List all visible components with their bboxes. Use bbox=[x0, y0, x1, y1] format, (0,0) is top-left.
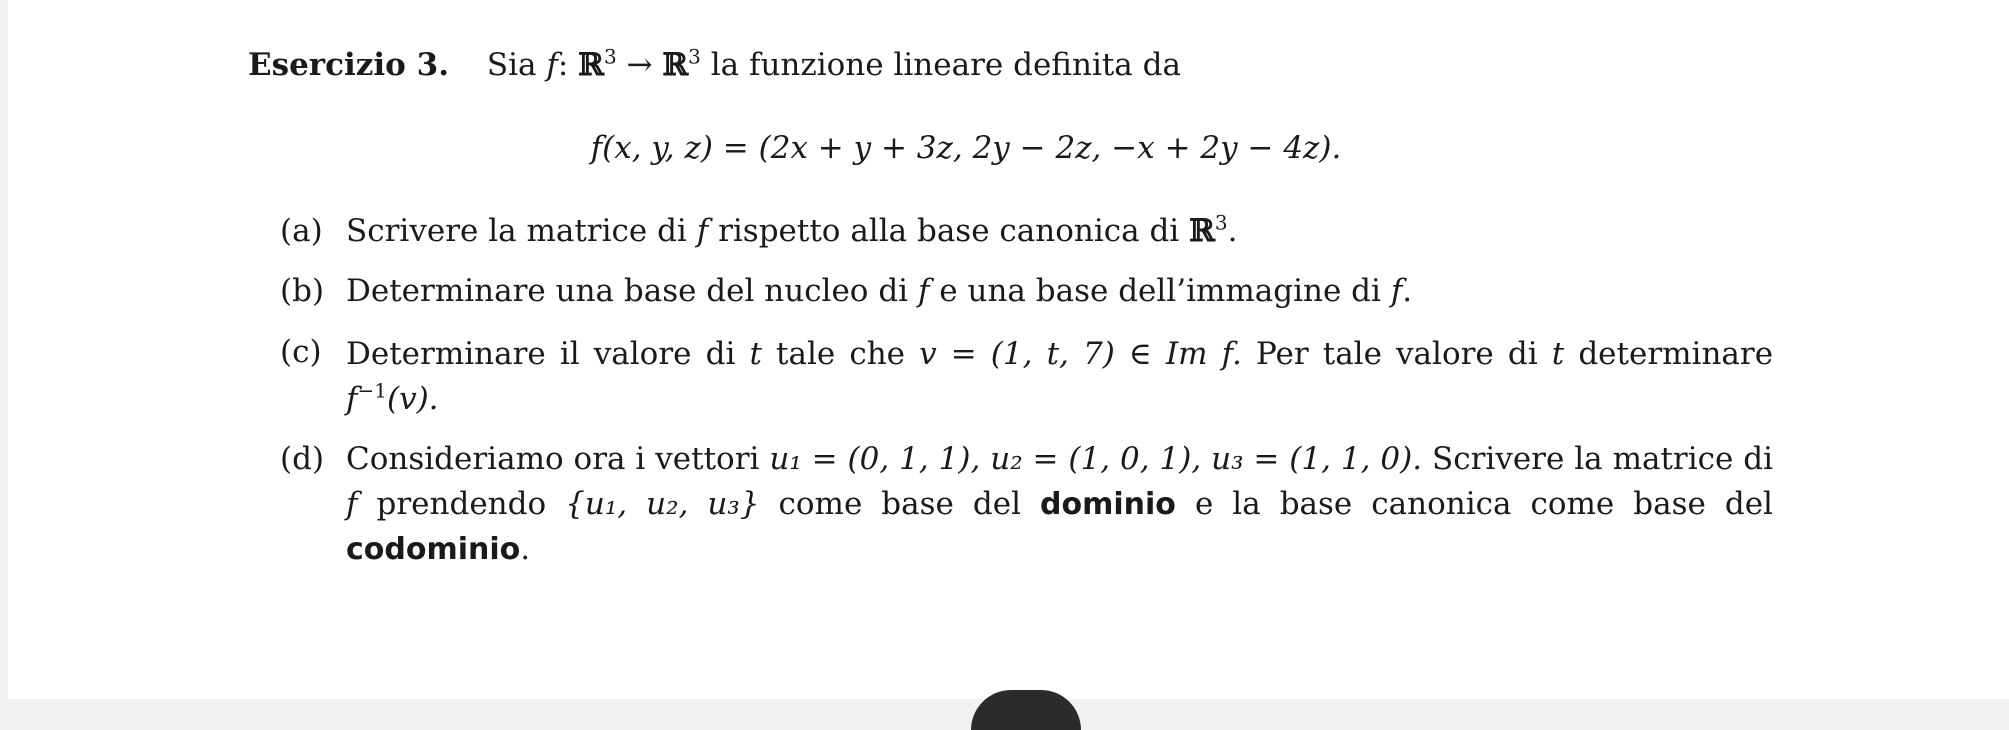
inverse-exponent: −1 bbox=[357, 378, 387, 403]
item-text bbox=[346, 437, 1773, 572]
dark-shape-bottom bbox=[971, 690, 1081, 730]
punctuation: . bbox=[1402, 273, 1413, 309]
space-symbol: ℝ bbox=[1189, 213, 1215, 249]
item-label: (a) bbox=[280, 213, 323, 249]
item-a bbox=[280, 211, 1773, 251]
text-part: prendendo bbox=[376, 486, 547, 522]
text-part: rispetto alla base canonica di bbox=[718, 213, 1180, 249]
item-c bbox=[280, 332, 1773, 422]
vector-u3: u₃ = (1, 1, 0). bbox=[1211, 441, 1423, 477]
intro-rest: la funzione lineare definita da bbox=[710, 47, 1181, 83]
function-symbol: f bbox=[696, 213, 709, 249]
function-symbol: f bbox=[346, 486, 358, 522]
item-label: (b) bbox=[280, 273, 325, 309]
text-part: Scrivere la matrice di bbox=[1431, 441, 1774, 477]
codomain-space: ℝ bbox=[662, 47, 689, 83]
function-symbol: f bbox=[917, 273, 930, 309]
text-part: e una base dell’immagine di bbox=[939, 273, 1381, 309]
vector-u1: u₁ = (0, 1, 1), bbox=[769, 441, 981, 477]
text-part: come base del bbox=[778, 486, 1022, 522]
function-symbol: f bbox=[1390, 273, 1403, 309]
item-b bbox=[280, 271, 1773, 311]
text-part: Scrivere la matrice di bbox=[346, 213, 687, 249]
punctuation: . bbox=[1227, 213, 1238, 249]
basis-set: {u₁, u₂, u₃} bbox=[565, 486, 760, 522]
text-part: tale che bbox=[776, 336, 906, 372]
codomain-exponent: 3 bbox=[688, 44, 701, 69]
bold-codominio: codominio bbox=[346, 532, 521, 567]
inverse-argument: (v). bbox=[386, 381, 439, 417]
text-part: Per tale valore di bbox=[1256, 336, 1538, 372]
item-text bbox=[346, 211, 1773, 251]
exercise-label: Esercizio 3. bbox=[248, 47, 450, 83]
domain-exponent: 3 bbox=[603, 44, 617, 69]
vector-expression: v = (1, t, 7) ∈ Im f. bbox=[919, 336, 1242, 372]
arrow-symbol: → bbox=[626, 47, 653, 83]
function-symbol: f bbox=[346, 381, 358, 417]
item-d bbox=[280, 437, 1773, 572]
intro-sia: Sia bbox=[486, 47, 537, 83]
vector-u2: u₂ = (1, 0, 1), bbox=[990, 441, 1202, 477]
punctuation: . bbox=[520, 531, 531, 567]
variable-t: t bbox=[749, 336, 762, 372]
item-label: (c) bbox=[280, 334, 322, 370]
item-text bbox=[346, 332, 1773, 422]
text-part: determinare bbox=[1578, 336, 1774, 372]
text-part: Consideriamo ora i vettori bbox=[346, 441, 760, 477]
colon: : bbox=[557, 47, 569, 83]
item-label: (d) bbox=[280, 441, 325, 477]
text-part: Determinare il valore di bbox=[346, 336, 736, 372]
item-text bbox=[346, 271, 1773, 311]
bold-dominio: dominio bbox=[1040, 487, 1176, 522]
space-exponent: 3 bbox=[1214, 210, 1228, 235]
exercise-heading bbox=[248, 45, 1181, 85]
text-part: e la base canonica come base del bbox=[1194, 486, 1773, 522]
variable-t: t bbox=[1551, 336, 1565, 372]
exercise-page bbox=[8, 0, 2009, 699]
function-definition: f(x, y, z) = (2x + y + 3z, 2y − 2z, −x + 2y − 4z). bbox=[590, 130, 1342, 166]
text-part: Determinare una base del nucleo di bbox=[346, 273, 909, 309]
function-symbol: f bbox=[546, 47, 558, 83]
domain-space: ℝ bbox=[578, 47, 604, 83]
